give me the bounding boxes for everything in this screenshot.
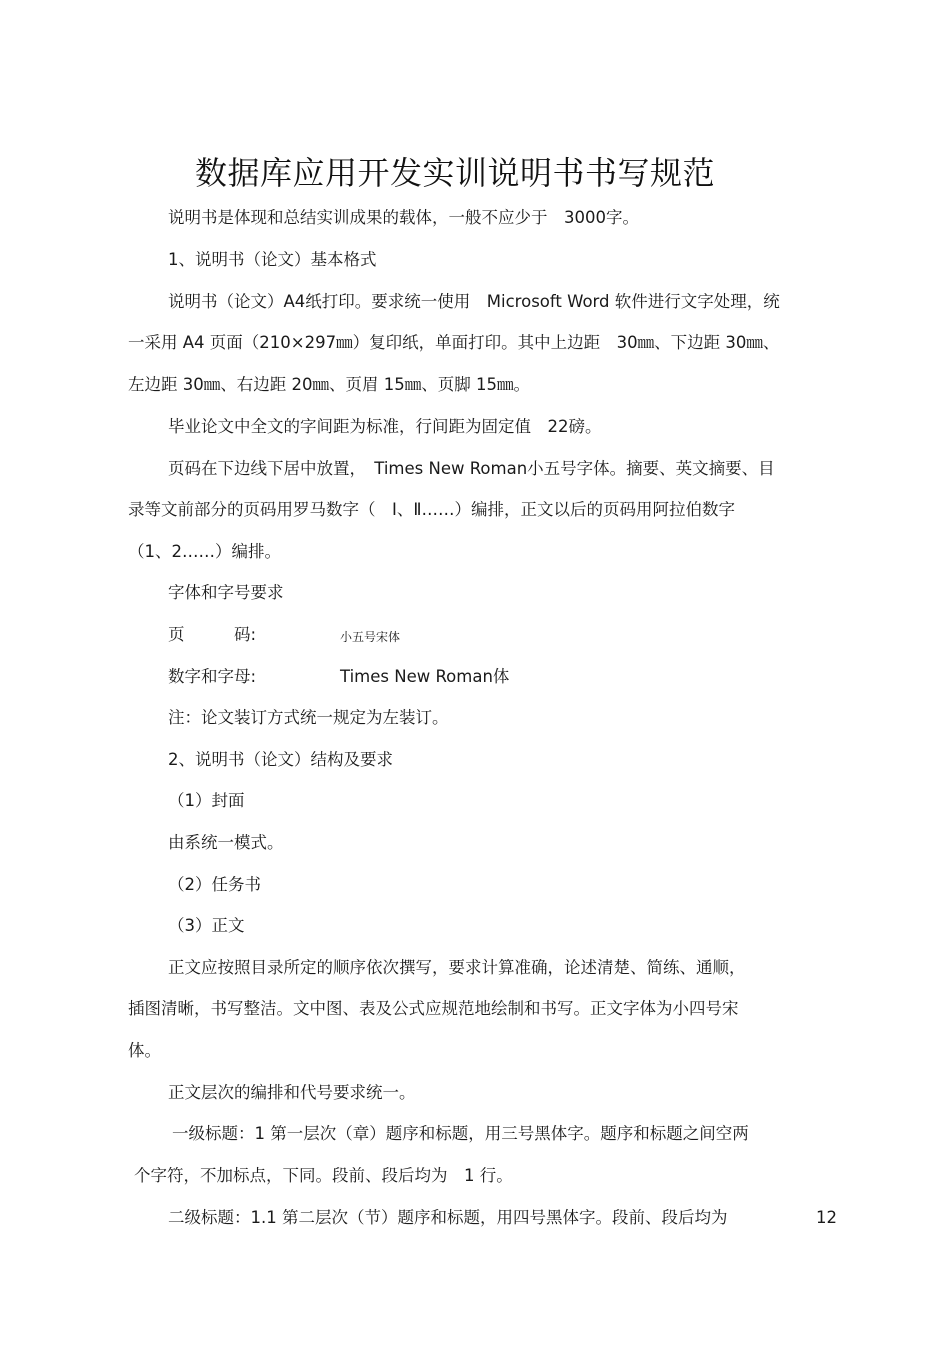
page-number-font-value: 小五号宋体 [340,630,401,644]
binding-note: 注：论文装订方式统一规定为左装订。 [168,708,449,727]
subsection-body: （3）正文 [168,916,245,935]
paragraph-level1-line-1: 一级标题：1 第一层次（章）题序和标题，用三号黑体字。题序和标题之间空两 [172,1124,749,1143]
document-title: 数据库应用开发实训说明书书写规范 [194,154,715,192]
paragraph-format-line-2: 一采用 A4 页面（210×297㎜）复印纸，单面打印。其中上边距 30㎜、下边距 30㎜、 [128,333,780,352]
subsection-task-book: （2）任务书 [168,875,261,894]
letters-digits-label: 数字和字母: [168,667,257,686]
section-heading-1: 1、说明书（论文）基本格式 [168,250,377,269]
letters-digits-font-value: Times New Roman体 [340,667,510,686]
paragraph-intro: 说明书是体现和总结实训成果的载体，一般不应少于 3000字。 [168,208,639,227]
paragraph-level2-line-1: 二级标题：1.1 第二层次（节）题序和标题，用四号黑体字。段前、段后均为 [168,1208,728,1227]
paragraph-levels: 正文层次的编排和代号要求统一。 [168,1083,416,1102]
paragraph-body-line-3: 体。 [128,1041,161,1060]
paragraph-body-line-2: 插图清晰，书写整洁。文中图、表及公式应规范地绘制和书写。正文字体为小四号宋 [128,999,739,1018]
page-number-label: 页 码: [168,625,257,644]
paragraph-spacing: 毕业论文中全文的字间距为标准，行间距为固定值 22磅。 [168,417,602,436]
paragraph-page-number-line-1: 页码在下边线下居中放置， Times New Roman小五号字体。摘要、英文摘要、目 [168,459,775,478]
paragraph-format-line-1: 说明书（论文）A4纸打印。要求统一使用 Microsoft Word 软件进行文字处理，统 [168,292,780,311]
section-heading-2: 2、说明书（论文）结构及要求 [168,750,393,769]
paragraph-format-line-3: 左边距 30㎜、右边距 20㎜、页眉 15㎜、页脚 15㎜。 [128,375,530,394]
font-requirements-heading: 字体和字号要求 [168,583,284,602]
paragraph-level2-trailing-number: 12 [816,1208,837,1227]
paragraph-page-number-line-3: （1、2……）编排。 [128,542,281,561]
cover-description: 由系统一模式。 [168,833,284,852]
paragraph-body-line-1: 正文应按照目录所定的顺序依次撰写，要求计算准确，论述清楚、简练、通顺， [168,958,746,977]
subsection-cover: （1）封面 [168,791,245,810]
paragraph-page-number-line-2: 录等文前部分的页码用罗马数字（ Ⅰ、Ⅱ……）编排，正文以后的页码用阿拉伯数字 [128,500,735,519]
paragraph-level1-line-2: 个字符，不加标点，下同。段前、段后均为 1 行。 [134,1166,513,1185]
